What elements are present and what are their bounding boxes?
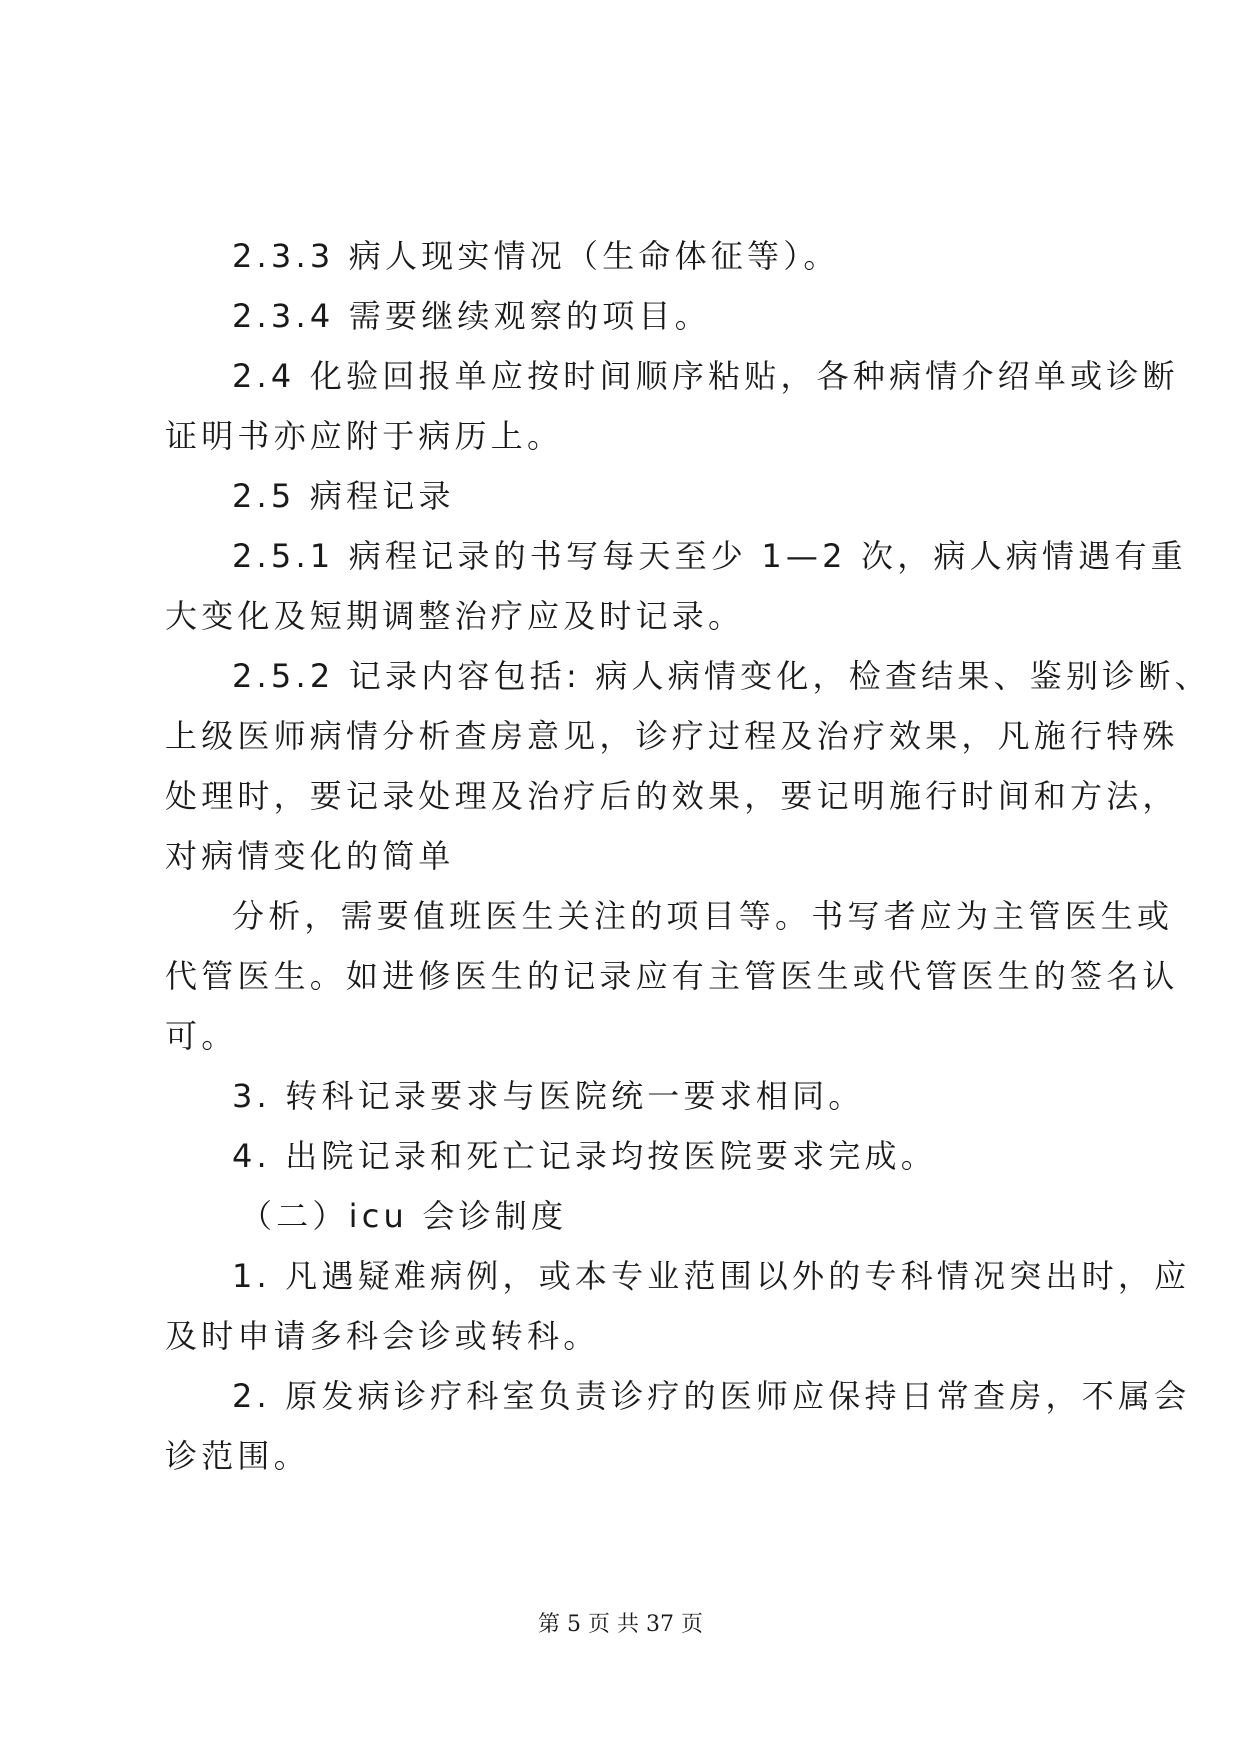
text-line: 3. 转科记录要求与医院统一要求相同。	[232, 1077, 865, 1115]
text-line: 2. 原发病诊疗科室负责诊疗的医师应保持日常查房，不属会	[232, 1377, 1191, 1415]
text-line: 处理时，要记录处理及治疗后的效果，要记明施行时间和方法，	[165, 777, 1179, 815]
text-line: 2.3.4 需要继续观察的项目。	[232, 297, 711, 335]
text-line: 大变化及短期调整治疗应及时记录。	[165, 597, 745, 635]
text-line: 诊范围。	[165, 1437, 310, 1475]
page-number: 第 5 页 共 37 页	[538, 1612, 703, 1637]
text-line: 及时申请多科会诊或转科。	[165, 1317, 600, 1355]
text-line: 2.3.3 病人现实情况（生命体征等）。	[232, 237, 840, 275]
text-line: 代管医生。如进修医生的记录应有主管医生或代管医生的签名认	[165, 957, 1179, 995]
section-heading: （二）icu 会诊制度	[240, 1197, 568, 1235]
text-line: 对病情变化的简单	[165, 837, 455, 875]
text-line: 证明书亦应附于病历上。	[165, 417, 564, 455]
section-heading: 2.5 病程记录	[232, 477, 455, 515]
text-line: 4. 出院记录和死亡记录均按医院要求完成。	[232, 1137, 937, 1175]
text-line: 可。	[165, 1017, 238, 1055]
text-line: 2.5.1 病程记录的书写每天至少 1—2 次，病人病情遇有重	[232, 537, 1187, 575]
text-line: 2.5.2 记录内容包括: 病人病情变化，检查结果、鉴别诊断、	[232, 657, 1211, 695]
text-line: 1. 凡遇疑难病例，或本专业范围以外的专科情况突出时，应	[232, 1257, 1191, 1295]
text-line: 2.4 化验回报单应按时间顺序粘贴，各种病情介绍单或诊断	[232, 357, 1179, 395]
text-line: 上级医师病情分析查房意见，诊疗过程及治疗效果，凡施行特殊	[165, 717, 1179, 755]
text-line: 分析，需要值班医生关注的项目等。书写者应为主管医生或	[232, 897, 1174, 935]
